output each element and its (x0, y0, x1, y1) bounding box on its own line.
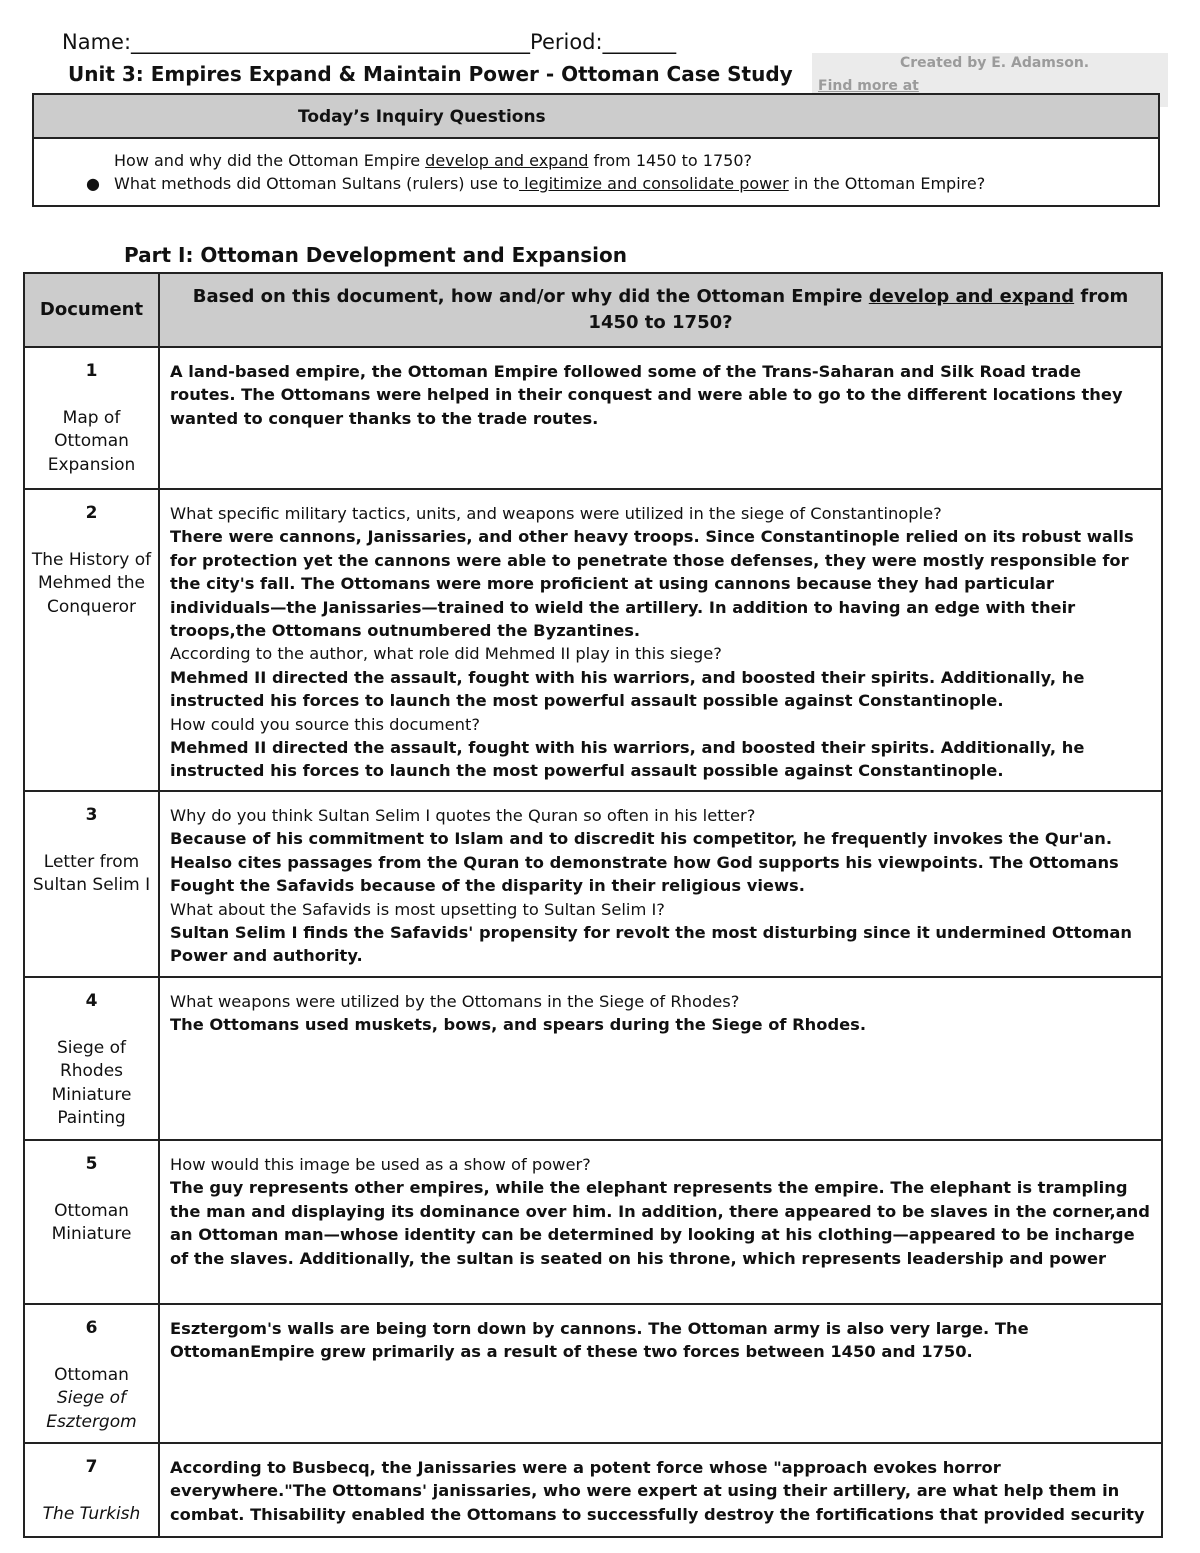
table-row (24, 489, 1162, 791)
prompt-text: What about the Safavids is most upsetting to Sultan Selim I? (170, 899, 665, 919)
document-title: The Turkish (42, 1503, 141, 1524)
name-period-line (62, 30, 676, 54)
table-row (24, 347, 1162, 489)
document-cell (24, 1140, 159, 1304)
prompt-text: According to the author, what role did Mehmed II play in this siege? (170, 644, 722, 664)
document-title: Ottoman Miniature (51, 1200, 132, 1244)
column-question-underlined: develop and expand (868, 286, 1075, 307)
q1-text-underlined: develop and expand (425, 151, 589, 170)
part-title: Part I: Ottoman Development and Expansion (124, 243, 628, 267)
table-row (24, 1140, 1162, 1304)
q1-text-post: from 1450 to 1750? (588, 151, 752, 170)
response-cell[interactable] (159, 489, 1162, 791)
table-row (24, 977, 1162, 1140)
answer-text: Mehmed II directed the assault, fought with his warriors, and boosted their spirits. Additionally, he instructed his forces to launch the most powerful assault possible against Constantinople. (170, 738, 1085, 781)
answer-text: Sultan Selim I finds the Safavids' propensity for revolt the most disturbing since it undermined Ottoman Power and authority. (170, 923, 1132, 966)
document-title-plain: Ottoman (54, 1364, 129, 1385)
column-header-question (159, 273, 1162, 347)
document-number: 5 (85, 1154, 98, 1174)
credit-author: Created by E. Adamson. (900, 55, 1090, 71)
document-cell (24, 977, 159, 1140)
prompt-text: How would this image be used as a show of power? (170, 1155, 591, 1174)
document-title: The History of Mehmed the Conqueror (31, 549, 152, 617)
document-number: 3 (85, 805, 98, 825)
document-title-italic: Siege of Esztergom (46, 1388, 137, 1432)
response-cell[interactable] (159, 977, 1162, 1140)
response-cell[interactable] (159, 347, 1162, 489)
response-cell[interactable] (159, 1443, 1162, 1537)
inquiry-heading: Today’s Inquiry Questions (34, 95, 1158, 139)
column-header-document: Document (24, 273, 159, 347)
document-title: Map of Ottoman Expansion (47, 407, 136, 475)
answer-text: Because of his commitment to Islam and to discredit his competitor, he frequently invokes the Qur'an. Healso cites passages from the Quran to demonstrate how God supports his viewpoints. The Ottomans Fought the Safavids because of the disparity in their religious views. (170, 829, 1119, 896)
table-row (24, 1443, 1162, 1537)
answer-text: According to Busbecq, the Janissaries were a potent force whose "approach evokes horror everywhere."The Ottomans' janissaries, who were expert at using their artillery, are what help them in combat. Thisability enabled the Ottomans to successfully destroy the fortifications that provided security (170, 1458, 1145, 1524)
document-title (25, 1364, 158, 1435)
prompt-text: How could you source this document? (170, 714, 480, 734)
document-number: 7 (85, 1457, 98, 1477)
table-row (24, 1304, 1162, 1443)
document-number: 1 (85, 361, 98, 381)
table-row (24, 791, 1162, 977)
column-question-post: from 1450 to 1750? (588, 286, 1129, 333)
bullet-icon: ● (86, 174, 100, 193)
response-cell[interactable] (159, 791, 1162, 977)
document-cell (24, 791, 159, 977)
document-number: 6 (85, 1318, 98, 1338)
prompt-text: Why do you think Sultan Selim I quotes the Quran so often in his letter? (170, 806, 756, 825)
column-question-pre: Based on this document, how and/or why did the Ottoman Empire (192, 286, 869, 307)
answer-text: Esztergom's walls are being torn down by cannons. The Ottoman army is also very large. The OttomanEmpire grew primarily as a result of these two forces between 1450 and 1750. (170, 1319, 1029, 1362)
document-table (23, 272, 1163, 1538)
inquiry-question-1 (114, 151, 752, 170)
answer-text: The Ottomans used muskets, bows, and spears during the Siege of Rhodes. (170, 1015, 867, 1035)
inquiry-question-2 (114, 174, 985, 193)
answer-text: The guy represents other empires, while the elephant represents the empire. The elephant is trampling the man and displaying its dominance over him. In addition, there appeared to be slaves in the corner,and an Ottoman man—whose identity can be determined by looking at his clothing—appeared to be incharge of the slaves. Additionally, the sultan is seated on his throne, which represents leadership and power (170, 1178, 1150, 1268)
document-number: 4 (85, 991, 98, 1011)
unit-title: Unit 3: Empires Expand & Maintain Power - Ottoman Case Study (68, 62, 793, 86)
prompt-text: What weapons were utilized by the Ottomans in the Siege of Rhodes? (170, 992, 740, 1011)
table-header-row (24, 273, 1162, 347)
prompt-text: What specific military tactics, units, and weapons were utilized in the siege of Constantinople? (170, 504, 942, 523)
q2-text-underlined: legitimize and consolidate power (519, 174, 789, 193)
q1-text-pre: How and why did the Ottoman Empire (114, 151, 426, 170)
period-label: Period: (530, 30, 603, 54)
document-cell (24, 347, 159, 489)
period-blank[interactable]: _______ (602, 30, 677, 54)
answer-text: Mehmed II directed the assault, fought with his warriors, and boosted their spirits. Additionally, he instructed his forces to launch the most powerful assault possible against Constantinople. (170, 667, 1085, 711)
document-title: Siege of Rhodes Miniature Painting (51, 1037, 132, 1128)
response-cell[interactable] (159, 1304, 1162, 1443)
document-title: Letter from Sultan Selim I (32, 851, 151, 895)
q2-text-post: in the Ottoman Empire? (788, 174, 986, 193)
response-cell[interactable] (159, 1140, 1162, 1304)
document-cell (24, 1443, 159, 1537)
document-number: 2 (85, 503, 98, 523)
answer-text: There were cannons, Janissaries, and other heavy troops. Since Constantinople relied on its robust walls for protection yet the cannons were able to penetrate those defenses, they were mostly responsible for the city's fall. The Ottomans were more proficient at using cannons because they had particular individuals—the Janissaries—trained to wield the artillery. In addition to having an edge with their troops,the Ottomans outnumbered the Byzantines. (170, 527, 1134, 641)
q2-text-pre: What methods did Ottoman Sultans (rulers) use to (114, 174, 520, 193)
name-blank[interactable]: ______________________________________ (131, 30, 531, 54)
credit-link[interactable]: Find more at (818, 78, 919, 94)
name-label: Name: (62, 30, 132, 54)
document-cell (24, 489, 159, 791)
inquiry-questions-box (32, 93, 1160, 207)
answer-text: A land-based empire, the Ottoman Empire followed some of the Trans-Saharan and Silk Road trade routes. The Ottomans were helped in their conquest and were able to go to the different locations they wanted to conquer thanks to the trade routes. (170, 362, 1123, 428)
document-cell (24, 1304, 159, 1443)
